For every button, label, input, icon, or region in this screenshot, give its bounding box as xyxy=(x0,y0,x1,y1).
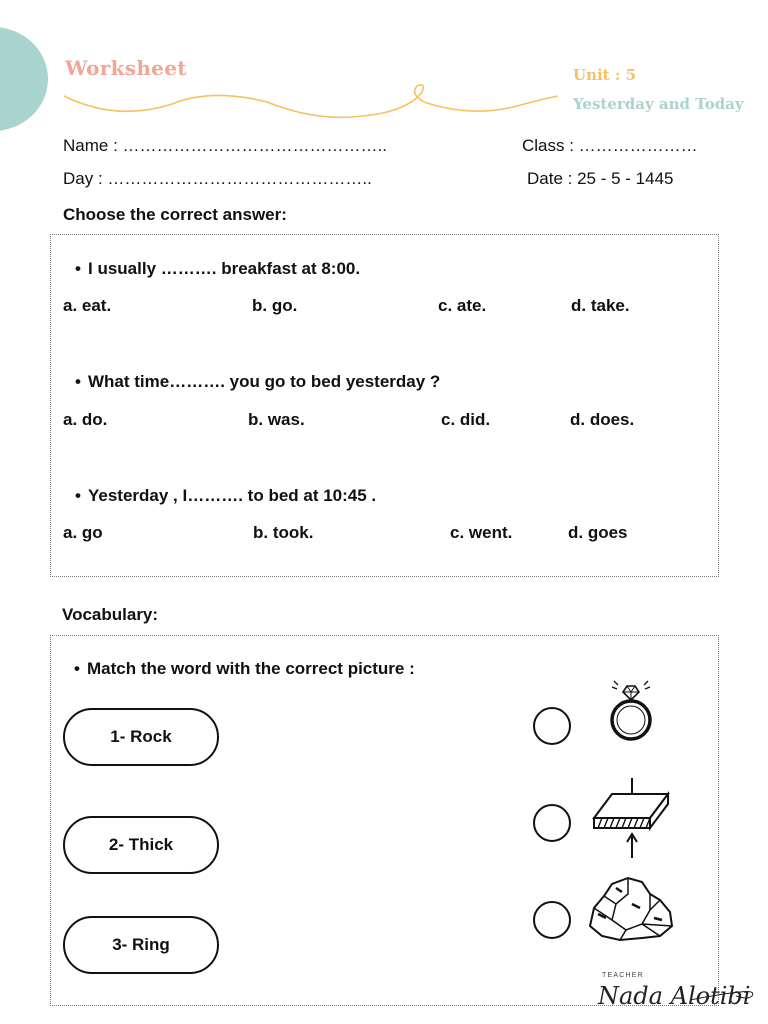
question-text: I usually ………. breakfast at 8:00. xyxy=(88,259,361,278)
word-ring[interactable]: 3- Ring xyxy=(63,916,219,974)
option-1b[interactable]: b. go. xyxy=(252,296,298,315)
wavy-divider xyxy=(62,82,562,132)
option-1c[interactable]: c. ate. xyxy=(438,296,487,315)
word-thick[interactable]: 2- Thick xyxy=(63,816,219,874)
unit-label: Unit : 5 xyxy=(573,66,637,84)
question-2 xyxy=(68,372,440,392)
option-2a[interactable]: a. do. xyxy=(63,410,108,429)
question-1 xyxy=(68,259,360,279)
bullet-icon: • xyxy=(75,259,81,278)
section-vocabulary-heading: Vocabulary: xyxy=(62,605,159,624)
class-field[interactable]: Class : ………………… xyxy=(522,136,698,155)
question-text: What time………. you go to bed yesterday ? xyxy=(88,372,441,391)
match-instruction xyxy=(67,659,415,679)
day-field[interactable]: Day : ……………………………………….. xyxy=(63,169,372,188)
bullet-icon: • xyxy=(75,372,81,391)
option-3b[interactable]: b. took. xyxy=(253,523,314,542)
bullet-icon: • xyxy=(74,659,80,678)
thick-slab-icon xyxy=(590,774,672,860)
worksheet-title: Worksheet xyxy=(65,56,187,80)
date-field: Date : 25 - 5 - 1445 xyxy=(527,169,674,188)
word-rock[interactable]: 1- Rock xyxy=(63,708,219,766)
unit-subtitle: Yesterday and Today xyxy=(573,95,744,113)
ring-icon xyxy=(604,678,658,744)
option-3d[interactable]: d. goes xyxy=(568,523,628,542)
question-3 xyxy=(68,486,376,506)
rock-icon xyxy=(586,874,676,942)
name-field[interactable]: Name : ……………………………………….. xyxy=(63,136,387,155)
option-2b[interactable]: b. was. xyxy=(248,410,305,429)
match-circle-2[interactable] xyxy=(533,804,571,842)
section-choose-heading: Choose the correct answer: xyxy=(63,205,287,224)
option-2d[interactable]: d. does. xyxy=(570,410,635,429)
bullet-icon: • xyxy=(75,486,81,505)
instruction-text: Match the word with the correct picture : xyxy=(87,659,415,678)
option-3c[interactable]: c. went. xyxy=(450,523,513,542)
match-circle-3[interactable] xyxy=(533,901,571,939)
signature-flourish xyxy=(690,984,760,1008)
teacher-signature: Nada Alotibi xyxy=(598,982,751,1010)
match-circle-1[interactable] xyxy=(533,707,571,745)
teacher-label: TEACHER xyxy=(602,972,644,979)
option-1a[interactable]: a. eat. xyxy=(63,296,112,315)
option-2c[interactable]: c. did. xyxy=(441,410,491,429)
question-text: Yesterday , I………. to bed at 10:45 . xyxy=(88,486,377,505)
option-1d[interactable]: d. take. xyxy=(571,296,630,315)
corner-decoration xyxy=(0,27,48,131)
option-3a[interactable]: a. go xyxy=(63,523,103,542)
